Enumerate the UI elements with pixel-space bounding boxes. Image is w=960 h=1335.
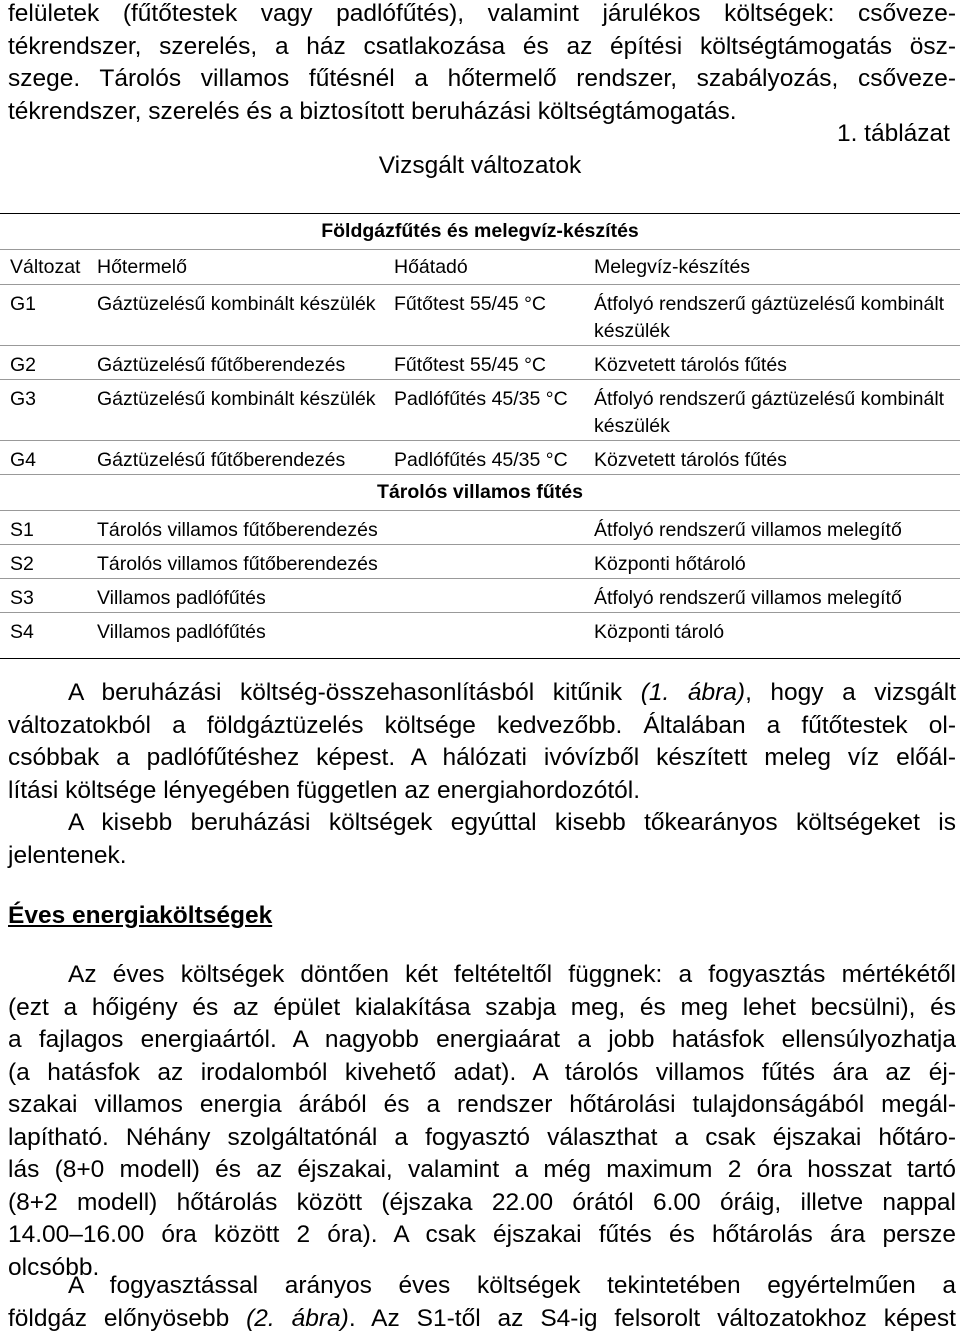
text-line: (8+2 modell) hőtárolás között (éjszaka 22.00 órától 6.00 óráig, illetve nappal (8, 1187, 956, 1220)
text-line: csóbbak a padlófűtéshez képest. A hálózati ivóvízből készített meleg víz előál- (8, 742, 956, 775)
section-heading: Éves energiaköltségek (8, 902, 272, 930)
column-header: Melegvíz-készítés (594, 250, 960, 285)
table-cell: Padlófűtés 45/35 °C (394, 380, 594, 441)
table-cell: Átfolyó rendszerű gáztüzelésű kombinált készülék (594, 285, 960, 346)
table-cell: Tárolós villamos fűtőberendezés (97, 545, 394, 579)
text-line: (a hatásfok az irodalomból kivehető adat). A tárolós villamos fűtés ára az éj- (8, 1057, 956, 1090)
table-section-row (0, 214, 960, 250)
section-title: Földgázfűtés és melegvíz-készítés (0, 214, 960, 250)
table-cell: Fűtőtest 55/45 °C (394, 346, 594, 380)
table-cell: Villamos padlófűtés (97, 613, 394, 659)
text-line: lítási költsége lényegében független az energiahordozótól. (8, 775, 956, 808)
text-line: jelentenek. (8, 840, 956, 873)
text-line: (ezt a hőigény és az épület kialakítása szabja meg, és meg lehet becsülni), és (8, 992, 956, 1025)
table-cell: Villamos padlófűtés (97, 579, 394, 613)
table-cell: Átfolyó rendszerű villamos melegítő (594, 579, 960, 613)
table-cell: Gáztüzelésű kombinált készülék (97, 380, 394, 441)
text-span: , hogy a vizsgált (745, 679, 956, 706)
table-cell: Tárolós villamos fűtőberendezés (97, 511, 394, 545)
text-span: . Az S1-től az S4-ig felsorolt változatokhoz képest (349, 1305, 956, 1332)
paragraph-investment (8, 677, 956, 872)
table-cell: G1 (0, 285, 97, 346)
text-line: szege. Tárolós villamos fűtésnél a hőtermelő rendszer, szabályozás, csőveze- (8, 63, 956, 96)
figure-reference: (1. ábra) (641, 679, 745, 706)
table-cell: S3 (0, 579, 97, 613)
text-line: A kisebb beruházási költségek egyúttal kisebb tőkearányos költségeket is (8, 807, 956, 840)
paragraph-annual-costs (8, 959, 956, 1284)
table-cell: G3 (0, 380, 97, 441)
table-header-row (0, 250, 960, 285)
table-row (0, 579, 960, 613)
table-cell: Közvetett tárolós fűtés (594, 346, 960, 380)
text-span: A beruházási költség-összehasonlításból kitűnik (68, 679, 641, 706)
column-header: Hőátadó (394, 250, 594, 285)
figure-reference: (2. ábra) (246, 1305, 349, 1332)
variants-table (0, 213, 960, 659)
table-cell: Központi hőtároló (594, 545, 960, 579)
table-cell (394, 579, 594, 613)
table-cell: S1 (0, 511, 97, 545)
table-cell: Átfolyó rendszerű gáztüzelésű kombinált készülék (594, 380, 960, 441)
table-cell: Gáztüzelésű fűtőberendezés (97, 441, 394, 475)
table-row (0, 613, 960, 659)
table-cell: Közvetett tárolós fűtés (594, 441, 960, 475)
text-line: tékrendszer, szerelés, a ház csatlakozása és az építési költségtámogatás ösz- (8, 31, 956, 64)
table-cell: Padlófűtés 45/35 °C (394, 441, 594, 475)
table-title: Vizsgált változatok (0, 152, 960, 180)
table-label: 1. táblázat (837, 120, 950, 148)
table-cell: S4 (0, 613, 97, 659)
table-cell: G4 (0, 441, 97, 475)
text-line (8, 677, 956, 710)
table-row (0, 511, 960, 545)
section-title: Tárolós villamos fűtés (0, 475, 960, 511)
table-cell (394, 613, 594, 659)
table-cell (394, 511, 594, 545)
text-line: változatokból a földgáztüzelés költsége kedvezőbb. Általában a fűtőtestek ol- (8, 710, 956, 743)
text-line: felületek (fűtőtestek vagy padlófűtés), valamint járulékos költségek: csőveze- (8, 0, 956, 31)
column-header: Változat (0, 250, 97, 285)
table-row (0, 346, 960, 380)
table-cell: Gáztüzelésű kombinált készülék (97, 285, 394, 346)
text-line: a fajlagos energiaártól. A nagyobb energiaárat a jobb hatásfok ellensúlyozhatja (8, 1024, 956, 1057)
table-row (0, 380, 960, 441)
text-line: tékrendszer, szerelés és a biztosított beruházási költségtámogatás. (8, 96, 956, 129)
table-row (0, 545, 960, 579)
text-line: A fogyasztással arányos éves költségek tekintetében egyértelműen a (8, 1270, 956, 1303)
text-line: szakai villamos energia árából és a rendszer hőtárolási tulajdonságából megál- (8, 1089, 956, 1122)
text-line: lás (8+0 modell) és az éjszakai, valamint a még maximum 2 óra hosszat tartó (8, 1154, 956, 1187)
text-line: olcsóbb. (8, 1252, 956, 1285)
table-cell: S2 (0, 545, 97, 579)
intro-paragraph (8, 0, 956, 128)
table-cell: G2 (0, 346, 97, 380)
table-cell: Gáztüzelésű fűtőberendezés (97, 346, 394, 380)
column-header: Hőtermelő (97, 250, 394, 285)
text-line: Az éves költségek döntően két feltételtől függnek: a fogyasztás mértékétől (8, 959, 956, 992)
paragraph-conclusion (8, 1270, 956, 1335)
text-line: lapítható. Néhány szolgáltatónál a fogyasztó választhat a csak éjszakai hőtáro- (8, 1122, 956, 1155)
table-cell: Fűtőtest 55/45 °C (394, 285, 594, 346)
table-row (0, 441, 960, 475)
table-cell (394, 545, 594, 579)
text-line (8, 1303, 956, 1335)
table-section-row (0, 475, 960, 511)
table-row (0, 285, 960, 346)
text-line: 14.00–16.00 óra között 2 óra). A csak éjszakai fűtés és hőtárolás ára persze (8, 1219, 956, 1252)
text-span: földgáz előnyösebb (8, 1305, 246, 1332)
table-cell: Központi tároló (594, 613, 960, 659)
table-cell: Átfolyó rendszerű villamos melegítő (594, 511, 960, 545)
